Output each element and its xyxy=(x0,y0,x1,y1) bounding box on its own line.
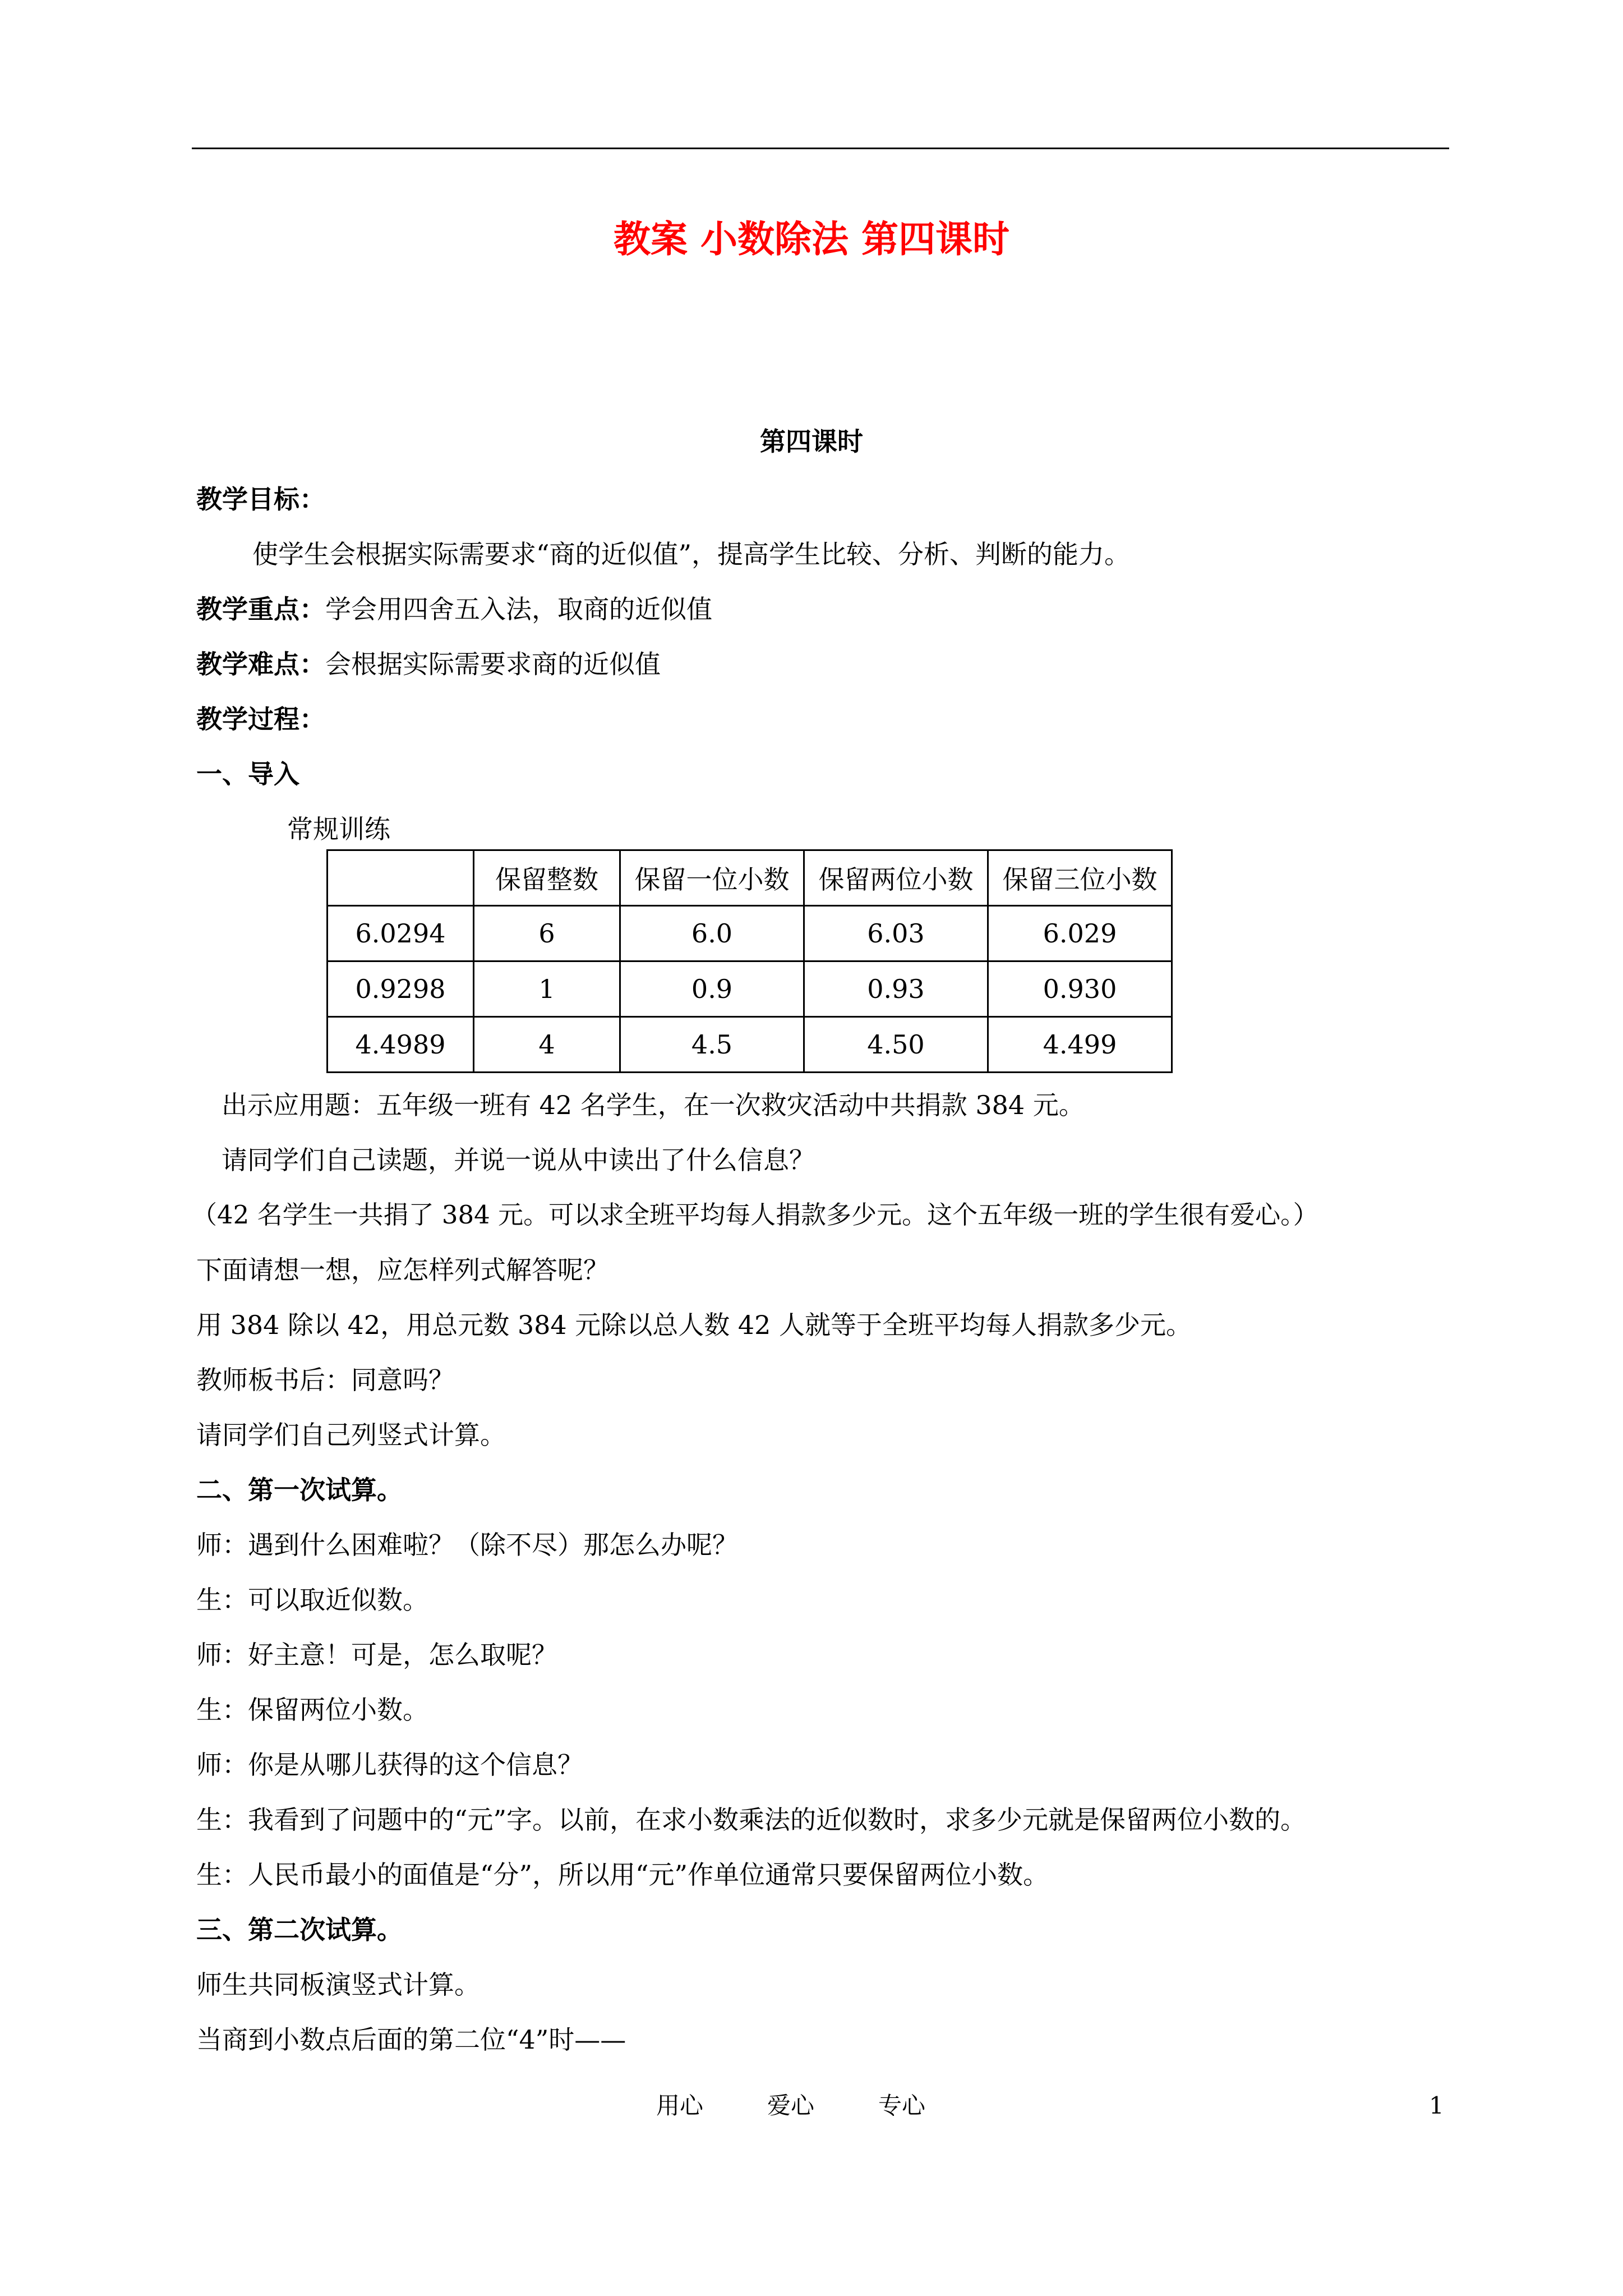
footer-motto-2: 爱心 xyxy=(767,2092,815,2119)
table-row xyxy=(328,906,1172,961)
footer-motto-1: 用心 xyxy=(656,2092,704,2119)
difficulty-label: 教学难点： xyxy=(196,649,325,679)
dialogue-line: 生：人民币最小的面值是“分”，所以用“元”作单位通常只要保留两位小数。 xyxy=(196,1860,1049,1890)
table-cell: 0.93 xyxy=(804,961,988,1017)
document-title: 教案 小数除法 第四课时 xyxy=(614,217,1009,261)
objectives-label: 教学目标： xyxy=(196,484,325,514)
footer-motto-3: 专心 xyxy=(878,2092,926,2119)
key-point xyxy=(196,590,712,629)
section1-heading: 一、导入 xyxy=(196,759,299,789)
table-header-cell xyxy=(328,850,474,906)
table-cell: 0.930 xyxy=(988,961,1172,1017)
lesson-heading: 第四课时 xyxy=(760,426,863,457)
paragraph-line: 请同学们自己列竖式计算。 xyxy=(196,1420,506,1450)
table-cell: 4 xyxy=(474,1017,620,1073)
table-cell: 4.5 xyxy=(620,1017,804,1073)
table-header-cell: 保留三位小数 xyxy=(988,850,1172,906)
paragraph-line: 当商到小数点后面的第二位“4”时—— xyxy=(196,2024,626,2055)
table-cell: 6.0 xyxy=(620,906,804,961)
table-cell: 6.0294 xyxy=(328,906,474,961)
objectives-text: 使学生会根据实际需要求“商的近似值”，提高学生比较、分析、判断的能力。 xyxy=(252,539,1131,569)
table-row xyxy=(328,1017,1172,1073)
paragraph-line: 教师板书后：同意吗？ xyxy=(196,1365,454,1395)
dialogue-line: 师：好主意！可是，怎么取呢？ xyxy=(196,1640,557,1670)
section3-heading: 三、第二次试算。 xyxy=(196,1915,403,1945)
process-label: 教学过程： xyxy=(196,704,325,734)
paragraph-line: （42 名学生一共捐了 384 元。可以求全班平均每人捐款多少元。这个五年级一班的学生很有爱心。） xyxy=(192,1200,1318,1230)
table-cell: 4.4989 xyxy=(328,1017,474,1073)
table-cell: 1 xyxy=(474,961,620,1017)
table-cell: 0.9298 xyxy=(328,961,474,1017)
table-cell: 4.499 xyxy=(988,1017,1172,1073)
page-number: 1 xyxy=(1429,2092,1444,2119)
key-point-text: 学会用四舍五入法，取商的近似值 xyxy=(325,594,712,624)
table-cell: 6.029 xyxy=(988,906,1172,961)
key-point-label: 教学重点： xyxy=(196,594,325,624)
paragraph-line: 师生共同板演竖式计算。 xyxy=(196,1970,480,2000)
table-header-cell: 保留整数 xyxy=(474,850,620,906)
header-rule xyxy=(192,148,1449,149)
table-cell: 6 xyxy=(474,906,620,961)
paragraph-line: 请同学们自己读题，并说一说从中读出了什么信息？ xyxy=(222,1145,815,1175)
difficulty xyxy=(196,645,661,684)
problem-statement: 出示应用题：五年级一班有 42 名学生，在一次救灾活动中共捐款 384 元。 xyxy=(222,1090,1085,1120)
drill-label: 常规训练 xyxy=(287,814,390,844)
dialogue-line: 生：可以取近似数。 xyxy=(196,1585,428,1615)
paragraph-line: 用 384 除以 42，用总元数 384 元除以总人数 42 人就等于全班平均每人捐款多少元。 xyxy=(196,1310,1192,1340)
table-cell: 4.50 xyxy=(804,1017,988,1073)
difficulty-text: 会根据实际需要求商的近似值 xyxy=(325,649,661,679)
dialogue-line: 生：保留两位小数。 xyxy=(196,1695,428,1725)
table-row xyxy=(328,961,1172,1017)
table-cell: 0.9 xyxy=(620,961,804,1017)
paragraph-line: 下面请想一想，应怎样列式解答呢？ xyxy=(196,1255,609,1285)
table-header-cell: 保留两位小数 xyxy=(804,850,988,906)
dialogue-line: 师：你是从哪儿获得的这个信息？ xyxy=(196,1750,583,1780)
table-header-row xyxy=(328,850,1172,906)
table-cell: 6.03 xyxy=(804,906,988,961)
section2-heading: 二、第一次试算。 xyxy=(196,1475,403,1505)
rounding-table xyxy=(326,849,1173,1073)
dialogue-line: 生：我看到了问题中的“元”字。以前，在求小数乘法的近似数时，求多少元就是保留两位小数的。 xyxy=(196,1805,1307,1835)
table-header-cell: 保留一位小数 xyxy=(620,850,804,906)
dialogue-line: 师：遇到什么困难啦？（除不尽）那怎么办呢？ xyxy=(196,1530,738,1560)
